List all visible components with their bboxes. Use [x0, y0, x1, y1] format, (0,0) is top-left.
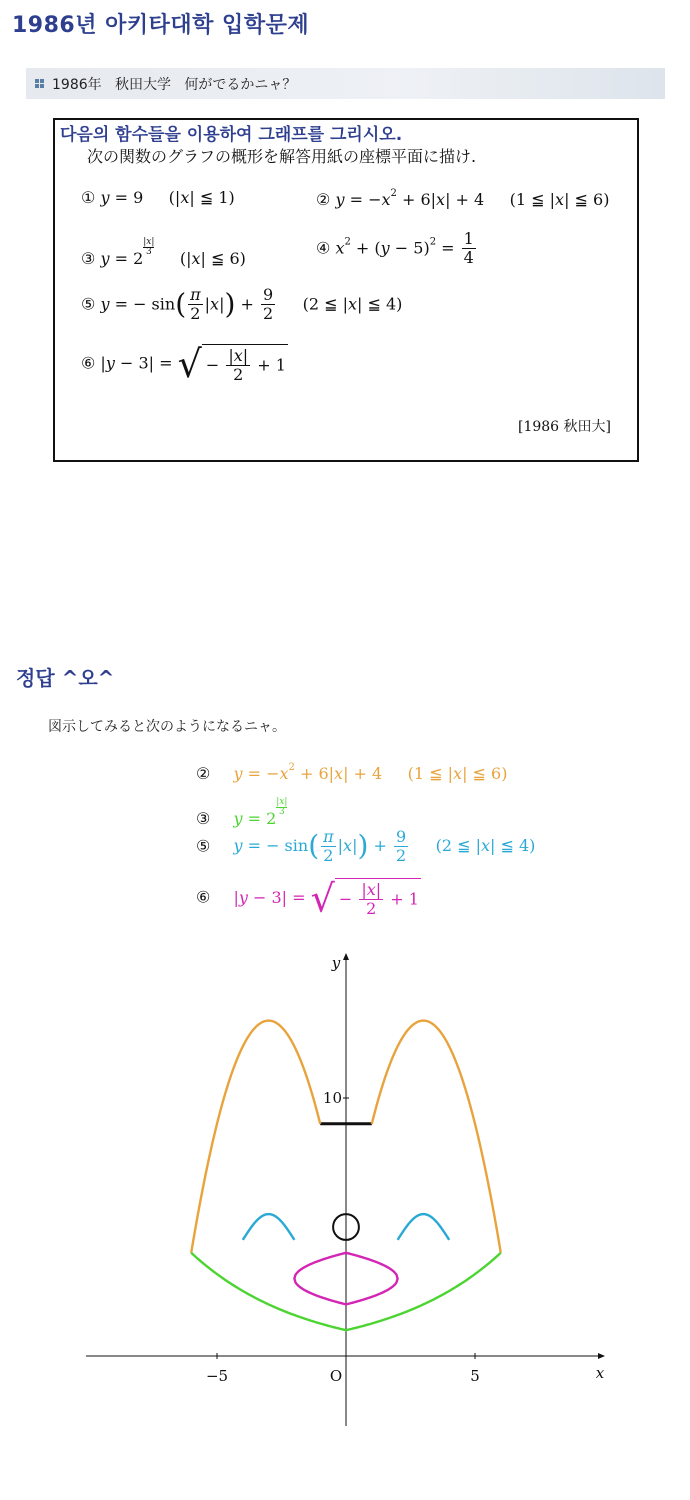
answer-note: 図示してみると次のようになるニャ。 [48, 719, 286, 735]
function-graph [0, 940, 690, 1440]
y-tick-label-10: 10 [322, 1089, 342, 1107]
x-tick-label-neg5: −5 [205, 1367, 229, 1385]
instruction-korean: 다음의 함수들을 이용하여 그래프를 그리시오. [60, 125, 403, 145]
item-number: ⑥ [81, 353, 96, 373]
item-number: ⑤ [81, 294, 96, 314]
x-tick-label-5: 5 [470, 1367, 480, 1385]
axes [86, 954, 604, 1426]
problem-item-4: ④ $x^2 + (y - 5)^2$ = $\frac{1}{4}$ [316, 229, 474, 268]
problem-item-1: ① y = 9 (|x| ≦ 1) [81, 188, 235, 207]
item-number: ② [196, 764, 211, 783]
curve-eq5-left [243, 1214, 295, 1240]
problem-item-2: ② $y = -x^2 + 6|x| + 4$ (1 ≦ |x| ≦ 6) [316, 188, 610, 209]
curve-eq5-right [398, 1214, 450, 1240]
item-number: ② [316, 190, 331, 209]
origin-label: O [329, 1367, 343, 1385]
section-banner [26, 68, 665, 99]
item-number: ⑤ [196, 836, 211, 856]
curve-eq2-right [372, 1021, 501, 1253]
banner-text: 1986年 秋田大学 何がでるかニャ？ [52, 77, 297, 93]
grid-icon [35, 79, 45, 89]
item-number: ⑥ [196, 887, 211, 907]
axis-labels [206, 954, 605, 1385]
answer-heading: 정답 ^오^ [16, 666, 115, 690]
y-axis-label: y [331, 954, 341, 972]
item-number: ① [81, 188, 96, 207]
problem-item-5: ⑤ y = − sin( $\frac{\pi}{2}$ |x|) + $\frac{9}{2}$ (2 ≦ |x| ≦ 4) [81, 285, 403, 324]
problem-item-6: ⑥ |y − 3| = √ − $\frac{|x|}{2}$ + 1 [81, 342, 286, 386]
item-number: ③ [81, 249, 96, 268]
instruction-japanese: 次の関数のグラフの概形を解答用紙の座標平面に描け. [87, 147, 477, 166]
answer-item-6: ⑥ |y − 3| = √ − $\frac{|x|}{2}$ + 1 [196, 876, 419, 920]
x-axis-label: x [595, 1364, 605, 1382]
answer-item-2: ② $y = -x^2 + 6|x| + 4$ (1 ≦ |x| ≦ 6) [196, 762, 508, 783]
curve-eq2-left [191, 1021, 320, 1253]
item-number: ③ [196, 809, 211, 828]
source-citation: [1986 秋田大] [517, 419, 611, 435]
page-title: 1986년 아키타대학 입학문제 [12, 13, 310, 38]
problem-item-3: ③ y = 2 $\frac{|x|}{3}$ (|x| ≦ 6) [81, 237, 246, 268]
answer-item-5: ⑤ y = − sin( $\frac{\pi}{2}$ |x|) + $\frac{9}{2}$ (2 ≦ |x| ≦ 4) [196, 827, 536, 866]
item-number: ④ [316, 238, 331, 258]
answer-item-3: ③ y = 2 $\frac{|x|}{3}$ [196, 797, 288, 828]
problem-box [53, 118, 639, 462]
